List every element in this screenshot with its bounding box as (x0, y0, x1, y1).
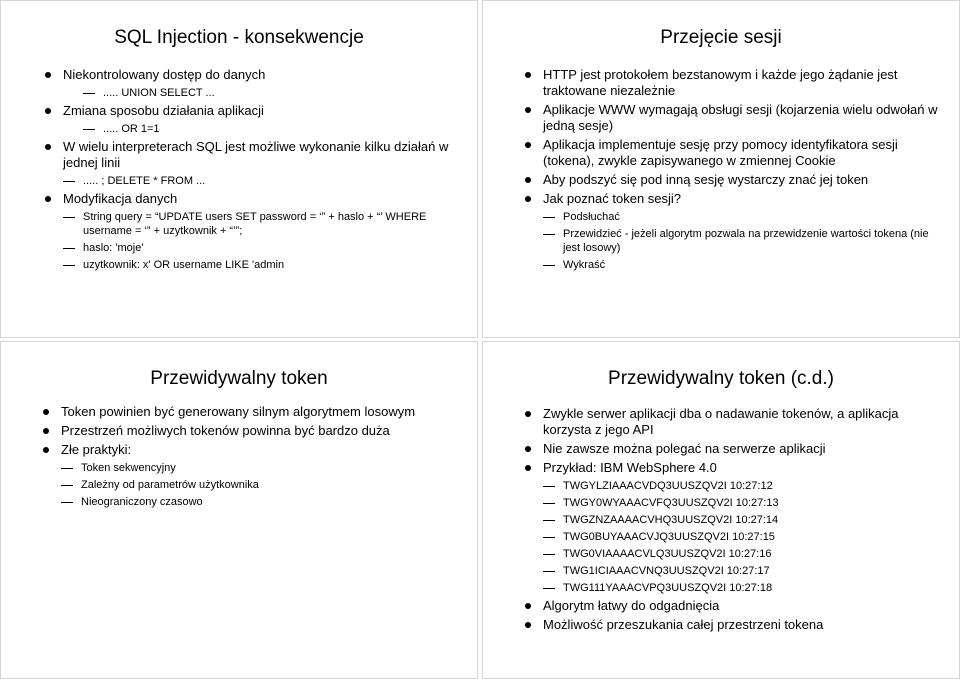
sub-item: ..... OR 1=1 (41, 122, 459, 136)
sub-item: TWGZNZAAAACVHQ3UUSZQV2I 10:27:14 (521, 513, 941, 527)
dash-icon (63, 181, 75, 182)
slide-session-hijacking (482, 0, 960, 338)
bullet-icon (45, 196, 51, 202)
bullet-item: Token powinien być generowany silnym algorytmem losowym (39, 404, 459, 420)
bullet-item: Zwykle serwer aplikacji dba o nadawanie tokenów, a aplikacja korzysta z jego API (521, 406, 941, 438)
dash-icon (543, 234, 555, 235)
dash-icon (61, 485, 73, 486)
dash-icon (543, 265, 555, 266)
bullet-icon (525, 107, 531, 113)
dash-icon (63, 265, 75, 266)
slide-title: Przewidywalny token (c.d.) (608, 368, 834, 389)
dash-icon (543, 537, 555, 538)
bullet-icon (525, 603, 531, 609)
sub-item: String query = “UPDATE users SET password = ‘” + haslo + “’ WHERE username = ‘” + uzytkownik + “’”; (41, 210, 459, 238)
sub-item: uzytkownik: x' OR username LIKE 'admin (41, 258, 459, 272)
slide-title: Przewidywalny token (150, 368, 328, 389)
sub-item: TWG0VIAAAACVLQ3UUSZQV2I 10:27:16 (521, 547, 941, 561)
sub-item: Zależny od parametrów użytkownika (39, 478, 459, 492)
dash-icon (543, 554, 555, 555)
sub-item: TWG111YAAACVPQ3UUSZQV2I 10:27:18 (521, 581, 941, 595)
slide-content (521, 67, 941, 275)
dash-icon (543, 486, 555, 487)
bullet-icon (525, 446, 531, 452)
bullet-icon (525, 72, 531, 78)
sub-item: ..... ; DELETE * FROM ... (41, 174, 459, 188)
sub-item: TWG1ICIAAACVNQ3UUSZQV2I 10:27:17 (521, 564, 941, 578)
bullet-icon (525, 411, 531, 417)
sub-item: TWG0BUYAAACVJQ3UUSZQV2I 10:27:15 (521, 530, 941, 544)
slide-title: SQL Injection - konsekwencje (114, 27, 364, 48)
bullet-icon (525, 177, 531, 183)
sub-item: Token sekwencyjny (39, 461, 459, 475)
bullet-icon (525, 622, 531, 628)
bullet-icon (525, 465, 531, 471)
bullet-item: Aby podszyć się pod inną sesję wystarczy znać jej token (521, 172, 941, 188)
bullet-icon (525, 196, 531, 202)
sub-item: Przewidzieć - jeżeli algorytm pozwala na przewidzenie wartości tokena (nie jest losowy) (521, 227, 941, 255)
sub-item: Wykraść (521, 258, 941, 272)
bullet-item: Aplikacja implementuje sesję przy pomocy identyfikatora sesji (tokena), zwykle zapisywanego w zmiennej Cookie (521, 137, 941, 169)
bullet-icon (43, 447, 49, 453)
bullet-item: Złe praktyki: (39, 442, 459, 458)
sub-item: TWGYLZIAAACVDQ3UUSZQV2I 10:27:12 (521, 479, 941, 493)
bullet-icon (45, 144, 51, 150)
dash-icon (61, 502, 73, 503)
slide-content (521, 406, 941, 636)
bullet-icon (43, 409, 49, 415)
bullet-item: Jak poznać token sesji? (521, 191, 941, 207)
slide-title: Przejęcie sesji (660, 27, 782, 48)
bullet-icon (45, 108, 51, 114)
slide-predictable-token (0, 341, 478, 679)
bullet-icon (45, 72, 51, 78)
slide-content (41, 67, 459, 275)
dash-icon (543, 588, 555, 589)
dash-icon (543, 503, 555, 504)
sub-item: ..... UNION SELECT ... (41, 86, 459, 100)
bullet-item: Przestrzeń możliwych tokenów powinna być bardzo duża (39, 423, 459, 439)
dash-icon (63, 217, 75, 218)
bullet-item: W wielu interpreterach SQL jest możliwe wykonanie kilku działań w jednej linii (41, 139, 459, 171)
sub-item: Nieograniczony czasowo (39, 495, 459, 509)
bullet-item: Nie zawsze można polegać na serwerze aplikacji (521, 441, 941, 457)
sub-item: Podsłuchać (521, 210, 941, 224)
dash-icon (543, 217, 555, 218)
dash-icon (543, 571, 555, 572)
dash-icon (61, 468, 73, 469)
dash-icon (63, 248, 75, 249)
slide-content (39, 404, 459, 512)
bullet-icon (525, 142, 531, 148)
sub-item: TWGY0WYAAACVFQ3UUSZQV2I 10:27:13 (521, 496, 941, 510)
bullet-item: Możliwość przeszukania całej przestrzeni tokena (521, 617, 941, 633)
bullet-item: Przykład: IBM WebSphere 4.0 (521, 460, 941, 476)
bullet-item: Algorytm łatwy do odgadnięcia (521, 598, 941, 614)
slide-sql-injection (0, 0, 478, 338)
sub-item: haslo: 'moje' (41, 241, 459, 255)
dash-icon (83, 129, 95, 130)
dash-icon (543, 520, 555, 521)
bullet-item: Zmiana sposobu działania aplikacji (41, 103, 459, 119)
slide-predictable-token-cont (482, 341, 960, 679)
bullet-item: Aplikacje WWW wymagają obsługi sesji (kojarzenia wielu odwołań w jedną sesje) (521, 102, 941, 134)
bullet-item: Niekontrolowany dostęp do danych (41, 67, 459, 83)
bullet-icon (43, 428, 49, 434)
dash-icon (83, 93, 95, 94)
bullet-item: HTTP jest protokołem bezstanowym i każde jego żądanie jest traktowane niezależnie (521, 67, 941, 99)
bullet-item: Modyfikacja danych (41, 191, 459, 207)
